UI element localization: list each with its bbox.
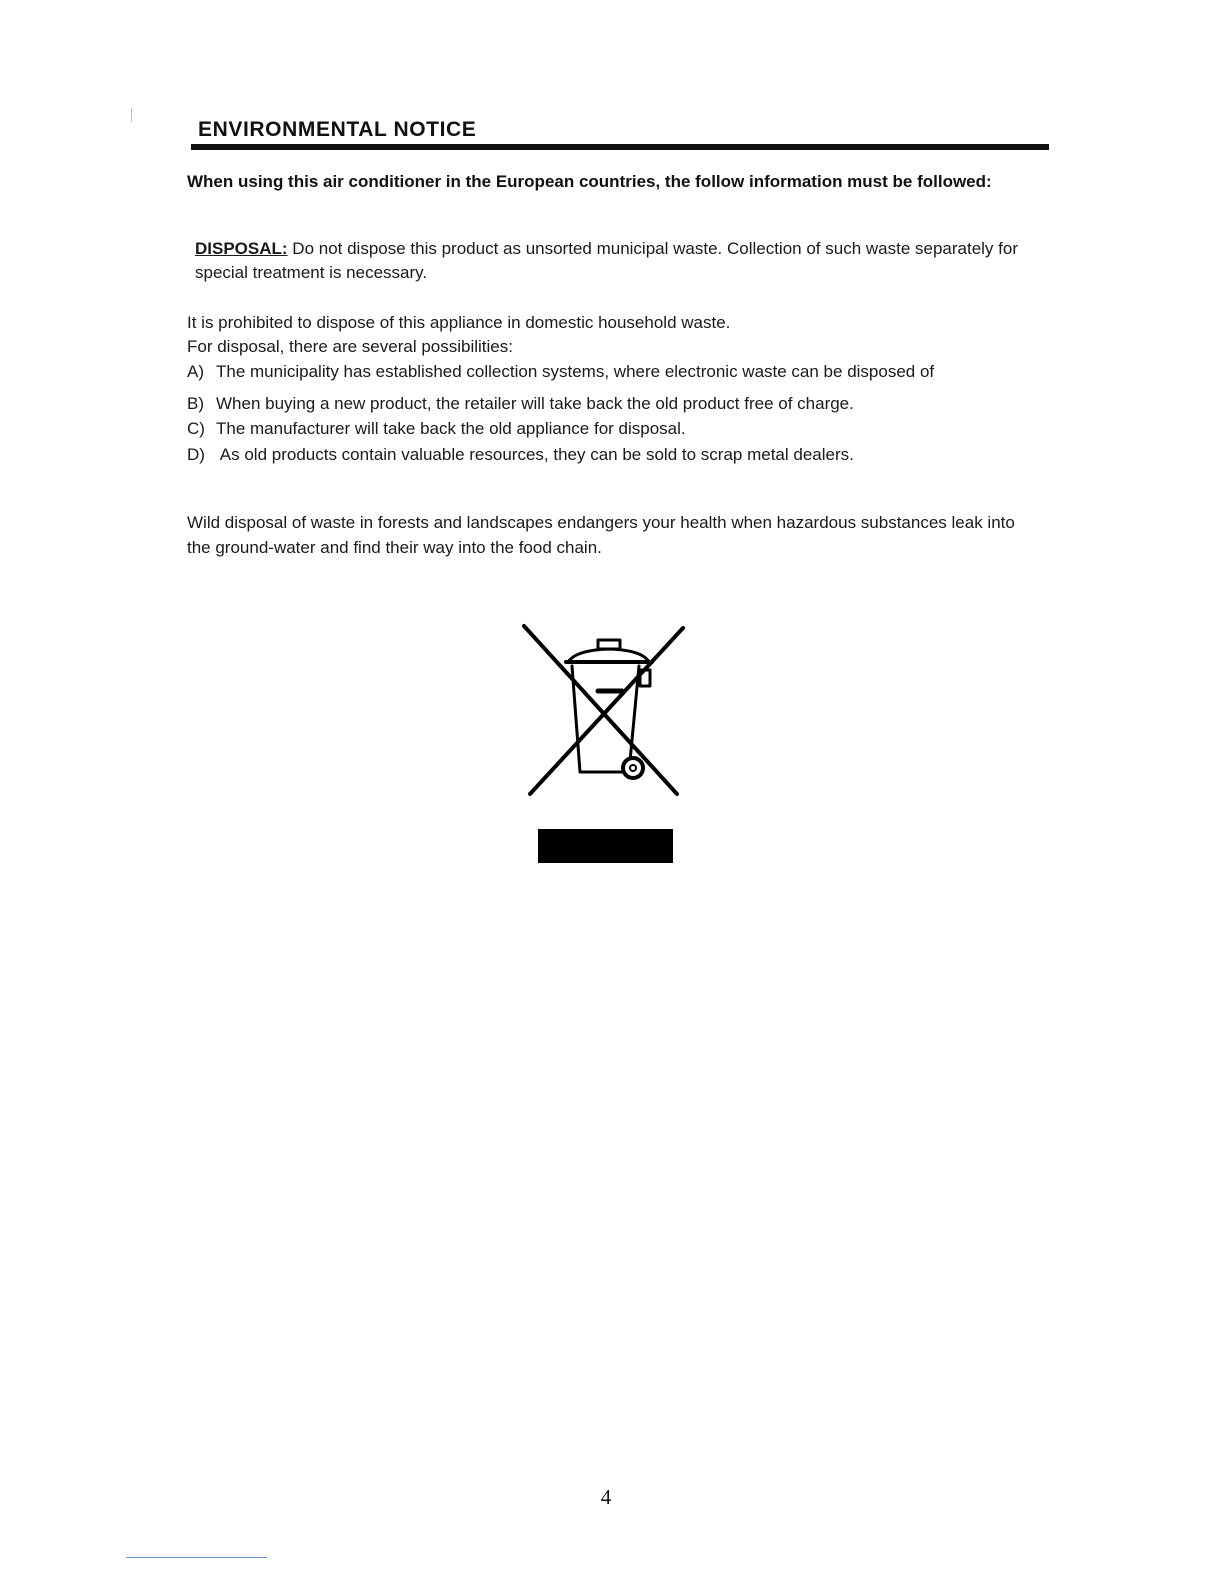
option-text: The municipality has established collection systems, where electronic waste can be disposed of (216, 362, 935, 381)
option-item-d (187, 443, 854, 467)
footnote-rule (126, 1557, 267, 1558)
option-text: As old products contain valuable resources, they can be sold to scrap metal dealers. (216, 445, 854, 464)
option-text: The manufacturer will take back the old appliance for disposal. (216, 419, 686, 438)
heading-underline-rule (191, 144, 1049, 150)
crossed-out-wheeled-bin-icon (516, 622, 692, 802)
margin-tick (131, 108, 132, 122)
option-marker: A) (187, 362, 204, 381)
option-item-a (187, 360, 934, 384)
section-heading: ENVIRONMENTAL NOTICE (198, 118, 477, 141)
prohibition-paragraph (187, 311, 1027, 359)
wild-disposal-paragraph: Wild disposal of waste in forests and landscapes endangers your health when hazardous substances leak into the ground-water and find their way into the food chain. (187, 513, 1015, 557)
possibilities-intro: For disposal, there are several possibilities: (187, 337, 513, 356)
page-number: 4 (600, 1485, 612, 1509)
option-item-b (187, 392, 854, 416)
disposal-text: Do not dispose this product as unsorted municipal waste. Collection of such waste separately for special treatment is necessary. (195, 239, 1018, 282)
option-marker: C) (187, 419, 205, 438)
weee-black-bar (538, 829, 673, 863)
option-item-c (187, 417, 686, 441)
option-marker: B) (187, 394, 204, 413)
prohibition-text: It is prohibited to dispose of this appliance in domestic household waste. (187, 313, 731, 332)
option-text: When buying a new product, the retailer will take back the old product free of charge. (216, 394, 854, 413)
disposal-label: DISPOSAL: (195, 239, 288, 258)
intro-paragraph: When using this air conditioner in the European countries, the follow information must be followed: (187, 172, 992, 191)
option-marker: D) (187, 445, 205, 464)
disposal-paragraph (195, 237, 1025, 285)
